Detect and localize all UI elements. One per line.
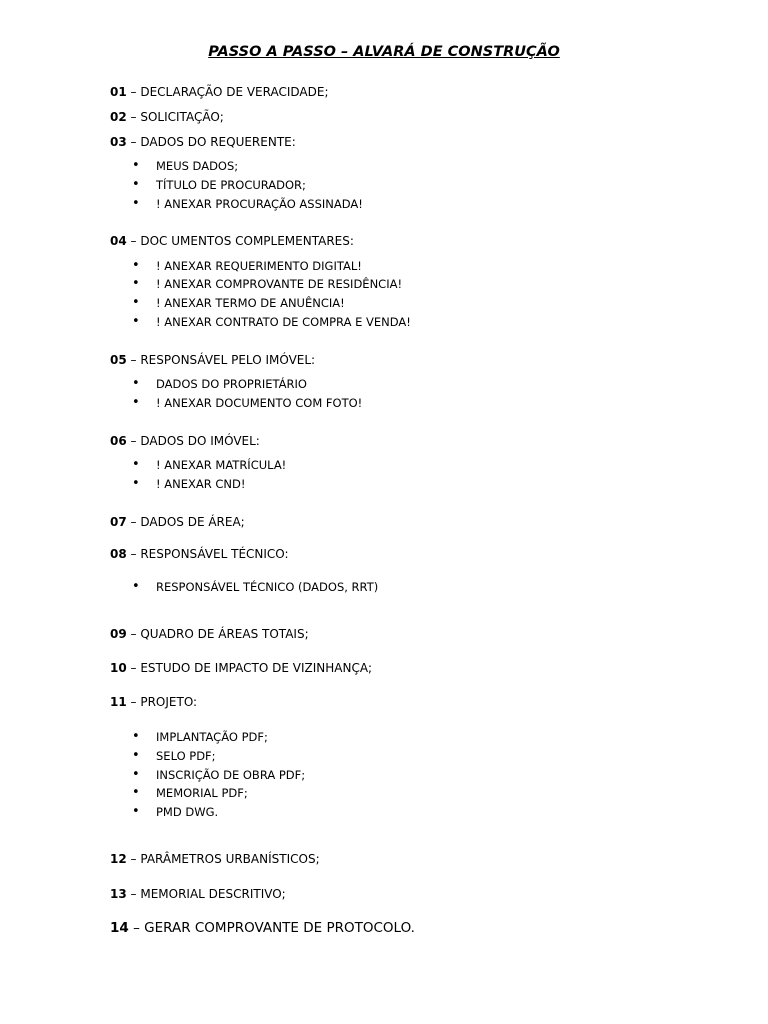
step-01: 01 – DECLARAÇÃO DE VERACIDADE; [110,85,329,99]
list-item: • ! ANEXAR CND! [156,477,246,491]
step-number: 05 [110,353,127,367]
step-number: 12 [110,852,127,866]
step-text: DECLARAÇÃO DE VERACIDADE; [140,85,329,99]
step-12: 12 – PARÂMETROS URBANÍSTICOS; [110,852,320,866]
list-item: • TÍTULO DE PROCURADOR; [156,178,306,192]
step-03: 03 – DADOS DO REQUERENTE: [110,135,296,149]
step-number: 01 [110,85,127,99]
list-item: • INSCRIÇÃO DE OBRA PDF; [156,768,305,782]
step-text: ESTUDO DE IMPACTO DE VIZINHANÇA; [140,661,373,675]
list-item: • ! ANEXAR CONTRATO DE COMPRA E VENDA! [156,315,411,329]
list-item: • ! ANEXAR TERMO DE ANUÊNCIA! [156,296,345,310]
list-item: • MEUS DADOS; [156,159,238,173]
list-item: • ! ANEXAR DOCUMENTO COM FOTO! [156,396,362,410]
list-item: • PMD DWG. [156,805,218,819]
step-09: 09 – QUADRO DE ÁREAS TOTAIS; [110,627,309,641]
step-number: 04 [110,234,127,248]
step-08: 08 – RESPONSÁVEL TÉCNICO: [110,547,289,561]
step-number: 02 [110,110,127,124]
list-item: • SELO PDF; [156,749,216,763]
step-11: 11 – PROJETO: [110,695,198,709]
step-number: 07 [110,515,127,529]
step-number: 08 [110,547,127,561]
step-text: MEMORIAL DESCRITIVO; [140,887,286,901]
step-number: 11 [110,695,127,709]
step-text: DADOS DO REQUERENTE: [140,135,296,149]
step-05: 05 – RESPONSÁVEL PELO IMÓVEL: [110,353,316,367]
step-number: 13 [110,887,127,901]
step-text: GERAR COMPROVANTE DE PROTOCOLO. [144,920,415,936]
list-item: • RESPONSÁVEL TÉCNICO (DADOS, RRT) [156,580,378,594]
step-text: PARÂMETROS URBANÍSTICOS; [140,852,320,866]
step-10: 10 – ESTUDO DE IMPACTO DE VIZINHANÇA; [110,661,373,675]
step-number: 14 [110,920,129,936]
list-item: • DADOS DO PROPRIETÁRIO [156,377,307,391]
list-item: • IMPLANTAÇÃO PDF; [156,730,268,744]
step-text: RESPONSÁVEL PELO IMÓVEL: [140,353,316,367]
step-02: 02 – SOLICITAÇÃO; [110,110,224,124]
step-06: 06 – DADOS DO IMÓVEL: [110,434,260,448]
step-04: 04 – DOC UMENTOS COMPLEMENTARES: [110,234,354,248]
step-text: DADOS DE ÁREA; [140,515,245,529]
step-text: SOLICITAÇÃO; [140,110,224,124]
step-number: 03 [110,135,127,149]
step-text: DOC UMENTOS COMPLEMENTARES: [140,234,354,248]
step-13: 13 – MEMORIAL DESCRITIVO; [110,887,286,901]
step-number: 06 [110,434,127,448]
step-text: QUADRO DE ÁREAS TOTAIS; [140,627,309,641]
list-item: • ! ANEXAR REQUERIMENTO DIGITAL! [156,259,362,273]
list-item: • ! ANEXAR PROCURAÇÃO ASSINADA! [156,197,363,211]
step-number: 10 [110,661,127,675]
step-07: 07 – DADOS DE ÁREA; [110,515,245,529]
step-14: 14 – GERAR COMPROVANTE DE PROTOCOLO. [110,920,415,936]
document-title: PASSO A PASSO – ALVARÁ DE CONSTRUÇÃO [208,44,560,60]
step-text: PROJETO: [140,695,198,709]
step-text: DADOS DO IMÓVEL: [140,434,260,448]
list-item: • ! ANEXAR MATRÍCULA! [156,458,286,472]
list-item: • ! ANEXAR COMPROVANTE DE RESIDÊNCIA! [156,277,402,291]
step-text: RESPONSÁVEL TÉCNICO: [140,547,289,561]
list-item: • MEMORIAL PDF; [156,786,248,800]
step-number: 09 [110,627,127,641]
